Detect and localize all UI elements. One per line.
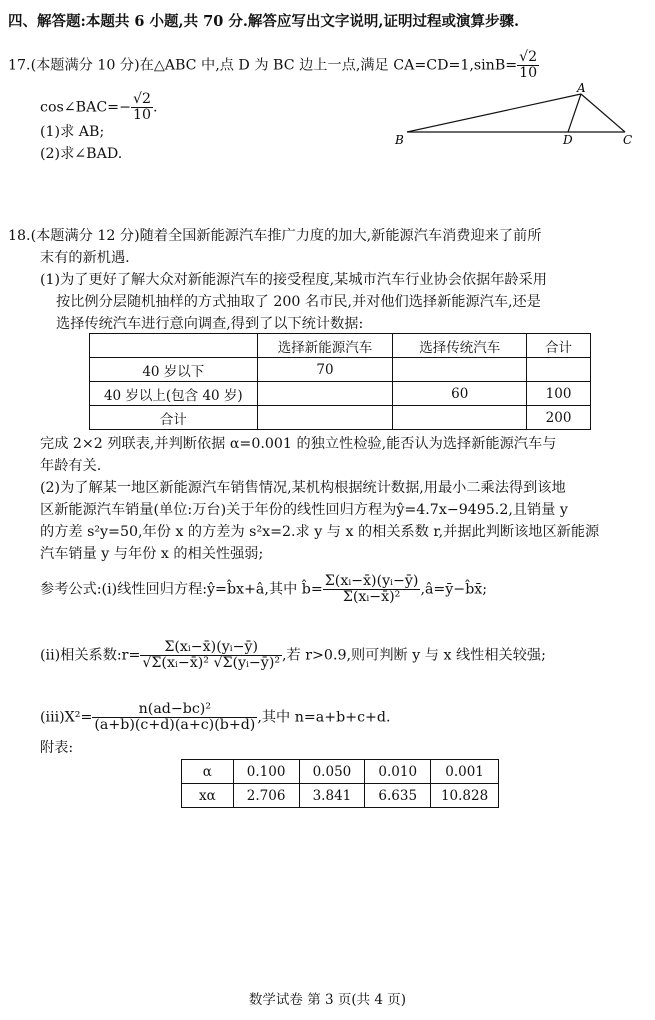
formula1-post: ,â=ȳ−b̂x̄; xyxy=(420,581,488,598)
formula2-denominator: √Σ(xᵢ−x̄)² √Σ(yᵢ−ȳ)² xyxy=(142,655,281,671)
label-B: B xyxy=(395,133,404,147)
edge-AD xyxy=(568,94,581,132)
table-cell: 2.706 xyxy=(233,784,299,808)
q17-line2-post: . xyxy=(153,99,158,116)
appendix-label: 附表: xyxy=(40,740,74,756)
table-cell: 200 xyxy=(527,406,591,430)
table-cell: 70 xyxy=(257,358,393,382)
table-cell: 合计 xyxy=(90,406,258,430)
label-D: D xyxy=(563,133,573,147)
sinB-numerator: √2 xyxy=(519,49,538,65)
table-row xyxy=(90,406,591,430)
q18-p1-line3: 选择传统汽车进行意向调查,得到了以下统计数据: xyxy=(56,316,364,332)
q18-line1: 18.(本题满分 12 分)随着全国新能源汽车推广力度的加大,新能源汽车消费迎来了前所 xyxy=(8,228,542,244)
formula2-post: ,若 r>0.9,则可判断 y 与 x 线性相关较强; xyxy=(282,647,546,664)
table-cell: 0.001 xyxy=(431,760,499,784)
q17-line1-text: 17.(本题满分 10 分)在△ABC 中,点 D 为 BC 边上一点,满足 CA=CD=1,sinB= xyxy=(8,57,518,74)
formula1-fraction xyxy=(323,574,421,605)
cos-denominator: 10 xyxy=(132,107,152,123)
table-cell xyxy=(527,358,591,382)
table-cell xyxy=(393,358,527,382)
table-cell: 40 岁以下 xyxy=(90,358,258,382)
table-row xyxy=(90,358,591,382)
critical-value-table xyxy=(181,759,499,808)
formula2-fraction xyxy=(140,640,282,671)
formula3-post: ,其中 n=a+b+c+d. xyxy=(257,709,391,726)
q17-line2 xyxy=(40,92,158,123)
cos-numerator: √2 xyxy=(132,91,152,107)
formula3-fraction xyxy=(92,702,257,733)
q18-p2-line2: 区新能源汽车销量(单位:万台)关于年份的线性回归方程为ŷ=4.7x−9495.2,且销量 y xyxy=(40,502,568,518)
table-header-row xyxy=(90,334,591,358)
q17-line2-pre: cos∠BAC=− xyxy=(40,99,131,116)
q18-p2-line3: 的方差 s²y=50,年份 x 的方差为 s²x=2.求 y 与 x 的相关系数 r,并据此判断该地区新能源 xyxy=(40,524,600,540)
contingency-table xyxy=(89,333,591,430)
q17-line1 xyxy=(8,50,539,81)
table-row xyxy=(90,382,591,406)
table-cell xyxy=(90,334,258,358)
formula-regression xyxy=(40,574,487,605)
formula3-numerator: n(ad−bc)² xyxy=(92,702,257,718)
table-cell: 3.841 xyxy=(299,784,365,808)
label-A: A xyxy=(577,81,586,95)
table-cell: 40 岁以上(包含 40 岁) xyxy=(90,382,258,406)
table-cell: 60 xyxy=(393,382,527,406)
table-cell: 0.100 xyxy=(233,760,299,784)
q18-line2: 末有的新机遇. xyxy=(40,250,130,266)
table-cell: 选择新能源汽车 xyxy=(257,334,393,358)
q18-p2-line4: 汽车销量 y 与年份 x 的相关性强弱; xyxy=(40,546,264,562)
table-cell: 100 xyxy=(527,382,591,406)
q18-p2-line1: (2)为了解某一地区新能源汽车销售情况,某机构根据统计数据,用最小二乘法得到该地 xyxy=(40,480,566,496)
table-cell: 0.050 xyxy=(299,760,365,784)
formula-chi-square xyxy=(40,702,391,733)
table-row xyxy=(182,760,499,784)
table-cell: 0.010 xyxy=(365,760,431,784)
page-footer: 数学试卷 第 3 页(共 4 页) xyxy=(248,992,407,1008)
q18-after2: 年龄有关. xyxy=(40,458,102,474)
formula-correlation xyxy=(40,640,546,671)
formula2-numerator: Σ(xᵢ−x̄)(yᵢ−ȳ) xyxy=(140,640,282,656)
section-header: 四、解答题:本题共 6 小题,共 70 分.解答应写出文字说明,证明过程或演算步骤. xyxy=(8,13,520,30)
q17-part2: (2)求∠BAD. xyxy=(40,146,123,162)
q18-p1-line1: (1)为了更好了解大众对新能源汽车的接受程度,某城市汽车行业协会依据年龄采用 xyxy=(40,272,547,288)
cos-fraction xyxy=(131,92,153,123)
formula3-denominator: (a+b)(c+d)(a+c)(b+d) xyxy=(94,717,256,733)
table-cell: α xyxy=(182,760,234,784)
table-cell xyxy=(257,406,393,430)
table-cell: xα xyxy=(182,784,234,808)
formula1-pre: 参考公式:(i)线性回归方程:ŷ=b̂x+â,其中 b̂= xyxy=(40,581,323,598)
table-cell: 选择传统汽车 xyxy=(393,334,527,358)
sinB-denominator: 10 xyxy=(519,65,538,81)
label-C: C xyxy=(623,133,633,147)
table-cell: 6.635 xyxy=(365,784,431,808)
sinB-fraction xyxy=(517,50,539,81)
formula2-pre: (ii)相关系数:r= xyxy=(40,647,141,664)
edge-AC xyxy=(581,94,625,132)
table-row xyxy=(182,784,499,808)
q18-after1: 完成 2×2 列联表,并判断依据 α=0.001 的独立性检验,能否认为选择新能源汽车与 xyxy=(40,436,557,452)
q18-p1-line2: 按比例分层随机抽样的方式抽取了 200 名市民,并对他们选择新能源汽车,还是 xyxy=(56,294,541,310)
edge-BA xyxy=(407,94,581,132)
triangle-diagram xyxy=(385,80,645,155)
table-cell xyxy=(257,382,393,406)
formula3-pre: (iii)X²= xyxy=(40,709,93,726)
table-cell: 合计 xyxy=(527,334,591,358)
table-cell: 10.828 xyxy=(431,784,499,808)
formula1-numerator: Σ(xᵢ−x̄)(yᵢ−ȳ) xyxy=(324,573,419,589)
table-cell xyxy=(393,406,527,430)
q17-part1: (1)求 AB; xyxy=(40,124,105,140)
formula1-denominator: Σ(xᵢ−x̄)² xyxy=(342,589,401,605)
